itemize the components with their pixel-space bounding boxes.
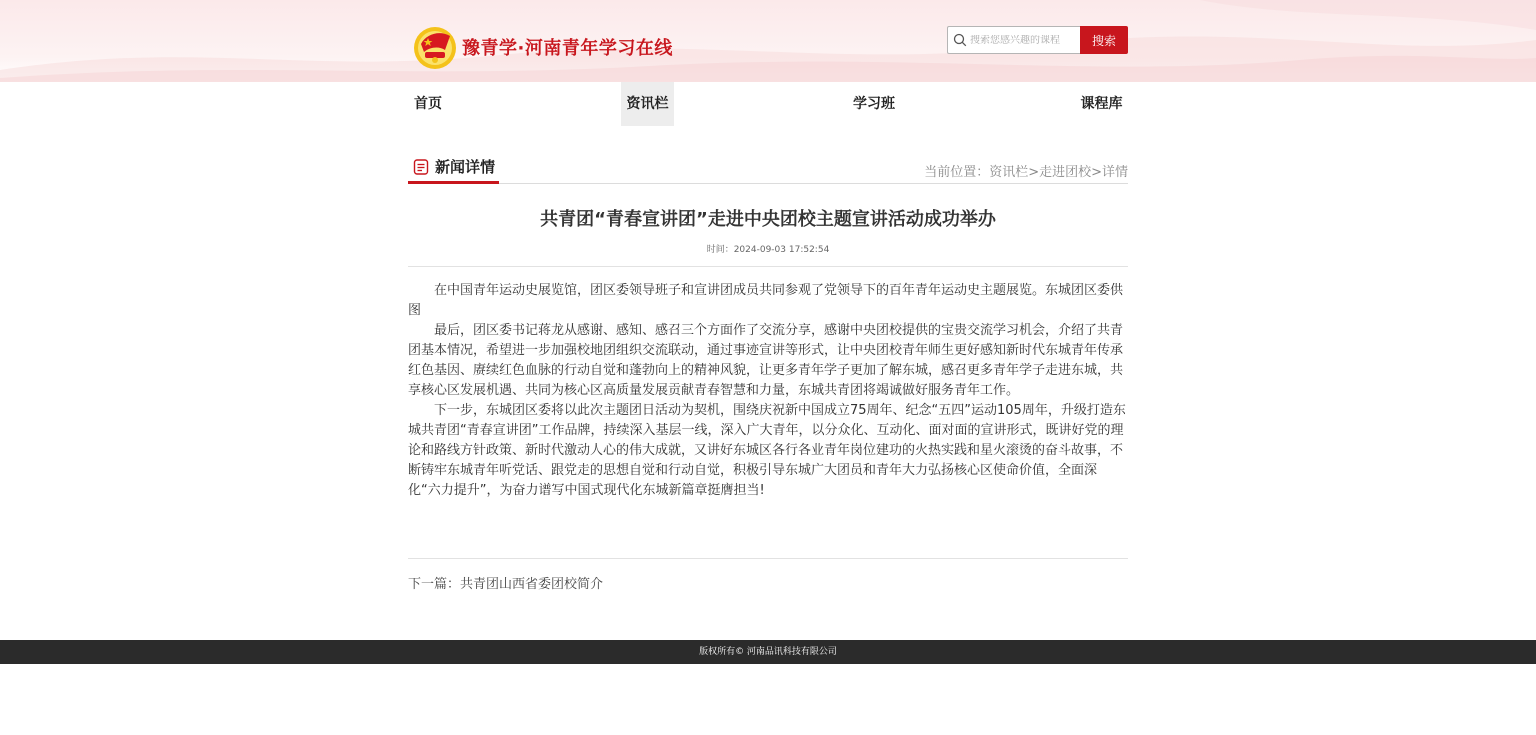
search-input[interactable] bbox=[970, 35, 1078, 46]
header-wave-decoration bbox=[0, 0, 1536, 82]
article-body bbox=[408, 281, 1128, 501]
search-box bbox=[947, 26, 1080, 54]
section-title-text: 新闻详情 bbox=[435, 158, 496, 176]
copyright-text: 版权所有© 河南品讯科技有限公司 bbox=[699, 647, 837, 657]
nav-item-home[interactable]: 首页 bbox=[414, 96, 442, 112]
search-button[interactable]: 搜索 bbox=[1080, 26, 1128, 54]
document-icon bbox=[412, 158, 430, 176]
site-footer bbox=[0, 640, 1536, 664]
site-header bbox=[0, 0, 1536, 82]
divider bbox=[408, 558, 1128, 559]
article-paragraph: 下一步，东城团区委将以此次主题团日活动为契机，围绕庆祝新中国成立75周年、纪念“五四”运动105周年，升级打造东城共青团“青春宣讲团”工作品牌，持续深入基层一线，深入广大青年，以分众化、互动化、面对面的宣讲形式，既讲好党的理论和路线方针政策、新时代激动人心的伟大成就，又讲好东城区各行各业青年岗位建功的火热实践和星火滚烫的奋斗故事，不断铸牢东城青年听党话、跟党走的思想自觉和行动自觉，积极引导东城广大团员和青年大力弘扬核心区使命价值，全面深化“六力提升”，为奋力谱写中国式现代化东城新篇章挺膺担当! bbox=[408, 403, 1126, 498]
section-title bbox=[408, 156, 499, 184]
breadcrumb: 当前位置：资讯栏>走进团校>详情 bbox=[924, 165, 1128, 180]
article-title: 共青团“青春宣讲团”走进中央团校主题宣讲活动成功举办 bbox=[540, 209, 996, 230]
nav-item-news[interactable]: 资讯栏 bbox=[621, 82, 674, 126]
nav-item-class[interactable]: 学习班 bbox=[853, 96, 895, 112]
nav-item-courses[interactable]: 课程库 bbox=[1080, 96, 1123, 112]
next-article-link[interactable]: 下一篇：共青团山西省委团校简介 bbox=[408, 577, 604, 592]
article-paragraph: 在中国青年运动史展览馆，团区委领导班子和宣讲团成员共同参观了党领导下的百年青年运动史主题展览。东城团区委供图 bbox=[408, 283, 1124, 318]
search-bar bbox=[947, 26, 1128, 54]
main-nav bbox=[408, 82, 1128, 126]
search-icon bbox=[953, 33, 967, 47]
site-logo[interactable] bbox=[412, 24, 673, 70]
divider bbox=[408, 266, 1128, 267]
article-paragraph: 最后，团区委书记蒋龙从感谢、感知、感召三个方面作了交流分享，感谢中央团校提供的宝贵交流学习机会，介绍了共青团基本情况，希望进一步加强校地团组织交流联动，通过事迹宣讲等形式，让中央团校青年师生更好感知新时代东城青年传承红色基因、赓续红色血脉的行动自觉和蓬勃向上的精神风貌，让更多青年学子更加了解东城，感召更多青年学子走进东城，共享核心区发展机遇、共同为核心区高质量发展贡献青春智慧和力量，东城共青团将竭诚做好服务青年工作。 bbox=[408, 323, 1124, 398]
article-timestamp: 时间：2024-09-03 17:52:54 bbox=[706, 245, 830, 255]
section-header bbox=[408, 156, 1128, 184]
site-name: 豫青学·河南青年学习在线 bbox=[462, 38, 673, 59]
communist-youth-league-emblem-icon bbox=[412, 24, 458, 70]
